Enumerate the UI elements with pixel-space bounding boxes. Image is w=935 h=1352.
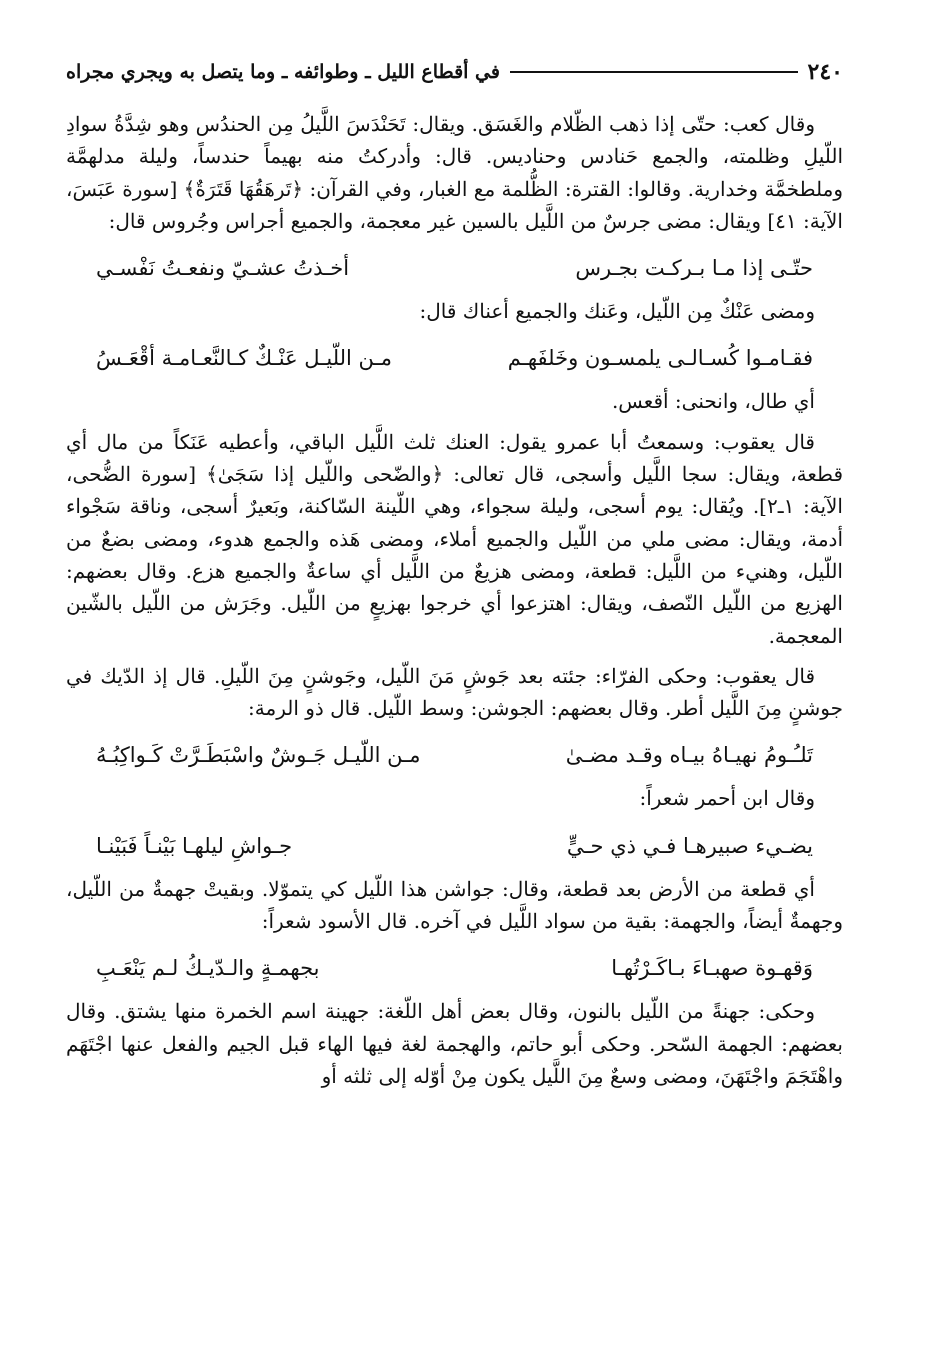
running-header [66, 52, 843, 92]
verse-first-hemistich: فقـامـوا كُسـالـى يلمسـون وخَلفَهـم [507, 346, 813, 371]
verse-first-hemistich: حتّـى إذا مـا بـركـت بجـرس [575, 256, 813, 281]
header-rule [510, 71, 798, 73]
paragraph: أي قطعة من الأرض بعد قطعة، وقال: جواشن هذا اللّيل كي يتموّلا. وبقيتْ جهمةٌ من اللّيل، وجهمةٌ أيضاً، والجهمة: بقية من سواد اللَّيل في آخره. قال الأسود شعراً: [66, 876, 843, 934]
poetry-verse [66, 341, 843, 375]
running-title: في أقطاع الليل ـ وطوائفه ـ وما يتصل به ويجري مجراه [66, 61, 500, 83]
verse-first-hemistich: وَقهـوة صهبـاءَ بـاكَـرْتُهـا [611, 956, 813, 981]
paragraph: وقال ابن أحمر شعراً: [639, 786, 815, 811]
paragraph: ومضى عَنْكٌ مِن اللّيل، وعَنك والجميع أعناك قال: [419, 299, 815, 324]
page-number: ٢٤٠ [807, 59, 843, 85]
poetry-verse [66, 251, 843, 285]
verse-second-hemistich: أخـذتُ عشـيّ ونفعـتُ نَفْسـي [96, 256, 350, 281]
verse-second-hemistich: مـن اللّيـل جَـوشٌ واسْبَطَـرَّتْ كَـواكِبُـهُ [96, 743, 421, 768]
paragraph: قال يعقوب: وسمعتُ أبا عمرو يقول: العنك ثلث اللَّيل الباقي، وأعطيه عَنَكاً من مال أي قطعة، ويقال: سجا اللَّيل وأسجى، قال تعالى: ﴿والضّحى واللّيل إذا سَجَىٰ﴾ [سورة الضُّحى، الآية: ١ـ٢]. ويُقال: يوم أسجى، وليلة سجواء، وهي اللّينة السّاكنة، وبَعيرٌ أسجى، وناقة سَجْواء أدمة، ويقال: مضى ملي من اللّيل والجميع أملاء، ومضى هَذه والجمع هدوء، ومضى بضعٌ من اللّيل، وهنيء من اللَّيل: قطعة، ومضى هزيعٌ من اللَّيل أي ساعةٌ والجميع هزع. وقال بعضهم: الهزيع من اللّيل النّصف، ويقال: اهتزعوا أي خرجوا بهزيعٍ من اللّيل. وجَرَش من اللّيل بالشّين المعجمة. [66, 429, 843, 648]
verse-second-hemistich: جـواشِ ليلهـا بَيْنـاً فَبَيْنـا [96, 833, 293, 858]
verse-second-hemistich: بجهمـةٍ والـدّيـكُ لـم يَنْعَـبِ [96, 956, 320, 981]
verse-first-hemistich: تَلـُـومُ نهيـاهُ بيـاه وقـد مضـىٰ [565, 743, 813, 768]
paragraph: قال يعقوب: وحكى الفرّاء: جئته بعد جَوشٍ مَنَ اللّيل، وجَوشنٍ مِنَ اللّيلِ. قال إذ الدّيك في جوشنٍ مِنَ اللَّيل أطر. وقال بعضهم: الجوشن: وسط اللّيل. قال ذو الرمة: [66, 663, 843, 721]
poetry-verse [66, 829, 843, 863]
page-body [66, 108, 843, 1092]
verse-first-hemistich: يضـيء صبيرهـا فـي ذي حـيٍّ [566, 833, 813, 858]
poetry-verse [66, 738, 843, 772]
poetry-verse [66, 951, 843, 985]
paragraph: أي طال، وانحنى: أقعس. [611, 389, 815, 414]
verse-second-hemistich: مـن اللّيـل عَنْـكٌ كـالنَّعـامـة أقْعَـسُ [96, 346, 392, 371]
paragraph: وقال كعب: حتّى إذا ذهب الظّلام والغَسَق. ويقال: تَحَنْدَسَ اللَّيلُ مِن الحندُس وهو شِدَّةُ سوادِ اللّيلِ وظلمته، والجمع حَنادس وحناديس. قال: وأدركتُ منه بهيماً حندساً، وليلة مدلهمَّة وملطخمَّة وخدارية. وقالوا: القترة: الظُّلمة مع الغبار، وفي القرآن: ﴿تَرهَقُهَا قَتَرَةٌ﴾ [سورة عَبَسَ، الآية: ٤١] ويقال: مضى جرسٌ من اللَّيل بالسين غير معجمة، والجميع أجراس وجُروس قال: [66, 112, 843, 233]
paragraph: وحكى: جهنةً من اللّيل بالنون، وقال بعض أهل اللّغة: جهينة اسم الخمرة منها يشتق. وقال بعضهم: الجهمة السّحر. وحكى أبو حاتم، والهجمة لغة فيها الهاء قبل الجيم والفعل عنها اجْتَهَم واهْتَجَمَ واجْتَهَنَ، ومضى وسعٌ مِنَ اللَّيل يكون مِنْ أوّله إلى ثلثه أو [66, 999, 843, 1088]
